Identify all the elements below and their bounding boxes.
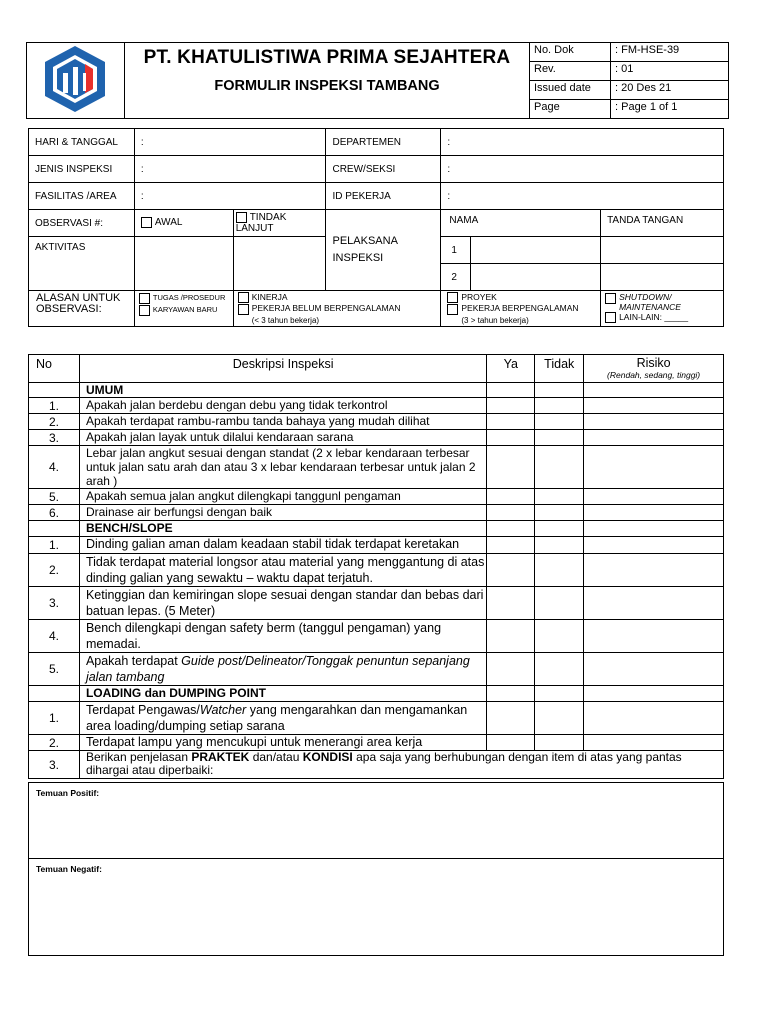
ya-cell[interactable] [487, 620, 535, 653]
row-desc: Apakah semua jalan angkut dilengkapi tanggunl pengaman [79, 489, 486, 505]
aktivitas-label: AKTIVITAS [29, 237, 135, 291]
awal-label: AWAL [154, 217, 183, 229]
jenis-label: JENIS INSPEKSI [29, 156, 135, 183]
row-no: 3. [29, 587, 80, 620]
pelaksana-row-2-nama[interactable] [471, 264, 601, 291]
awal-checkbox[interactable] [141, 217, 152, 228]
ya-cell[interactable] [487, 537, 535, 554]
kinerja-option[interactable] [238, 292, 441, 303]
ya-cell[interactable] [487, 554, 535, 587]
risiko-cell[interactable] [584, 505, 724, 521]
lain-checkbox[interactable] [605, 312, 616, 323]
ya-cell[interactable] [487, 446, 535, 489]
section-bench: BENCH/SLOPE [79, 521, 486, 537]
col-header-desc: Deskripsi Inspeksi [79, 355, 486, 383]
awal-option[interactable] [134, 210, 233, 237]
tidak-cell[interactable] [535, 537, 584, 554]
section-umum: UMUM [79, 383, 486, 398]
hari-input[interactable]: : [134, 129, 326, 156]
ya-cell[interactable] [487, 702, 535, 735]
ya-cell[interactable] [487, 489, 535, 505]
info-table [28, 128, 724, 327]
row-desc-part: Apakah terdapat [85, 654, 182, 668]
col-header-tidak: Tidak [535, 355, 584, 383]
meta-key: No. Dok [530, 43, 611, 62]
berpeng-option[interactable] [447, 303, 600, 314]
risiko-cell[interactable] [584, 735, 724, 751]
row-desc: Ketinggian dan kemiringan slope sesuai dengan standar dan bebas dari batuan lepas. (5 Meter) [79, 587, 486, 620]
risiko-note: (Rendah, sedang, tinggi) [607, 370, 701, 380]
pelaksana-label: PELAKSANA INSPEKSI [326, 210, 441, 291]
col-header-ya: Ya [487, 355, 535, 383]
row-desc-part: yang mengarahkan dan mengamankan area loading/dumping setiap sarana [85, 703, 468, 733]
shutdown-option[interactable] [605, 292, 723, 312]
row-no: 1. [29, 537, 80, 554]
tidak-cell[interactable] [535, 620, 584, 653]
checklist-table [28, 354, 724, 779]
tidak-cell[interactable] [535, 414, 584, 430]
row-no: 5. [29, 489, 80, 505]
tidak-cell[interactable] [535, 430, 584, 446]
karyawan-label: KARYAWAN BARU [152, 305, 218, 314]
alasan-col-2 [233, 291, 441, 327]
tugas-label: TUGAS /PROSEDUR [152, 293, 226, 302]
bench-rows [29, 537, 724, 686]
tidak-cell[interactable] [535, 489, 584, 505]
company-logo [27, 43, 123, 113]
row-desc: Apakah jalan berdebu dengan debu yang tidak terkontrol [79, 398, 486, 414]
meta-key: Rev. [530, 62, 611, 81]
risiko-cell[interactable] [584, 398, 724, 414]
ya-cell[interactable] [487, 587, 535, 620]
risiko-cell[interactable] [584, 653, 724, 686]
aktivitas-input-2[interactable] [233, 237, 326, 291]
belum-option[interactable] [238, 303, 441, 314]
row-no: 6. [29, 505, 80, 521]
ya-cell[interactable] [487, 430, 535, 446]
findings-table [28, 782, 724, 956]
kinerja-label: KINERJA [251, 292, 288, 302]
row-no: 3. [29, 430, 80, 446]
berpeng-label: PEKERJA BERPENGALAMAN [461, 303, 579, 314]
tanda-header: TANDA TANGAN [601, 210, 724, 237]
departemen-input[interactable]: : [441, 129, 724, 156]
ya-cell[interactable] [487, 735, 535, 751]
row-desc [79, 653, 486, 686]
jenis-input[interactable]: : [134, 156, 326, 183]
nama-header: NAMA [441, 210, 601, 237]
logo-cell [27, 43, 125, 119]
ya-cell[interactable] [487, 505, 535, 521]
row-no: 2. [29, 554, 80, 587]
row-no: 5. [29, 653, 80, 686]
proyek-checkbox[interactable] [447, 292, 458, 303]
risiko-title: Risiko [636, 356, 671, 370]
title-cell [125, 43, 530, 119]
document-header [26, 42, 729, 119]
row-no: 3. [29, 751, 80, 779]
row-no: 1. [29, 702, 80, 735]
tidak-cell[interactable] [535, 398, 584, 414]
row-desc: Tidak terdapat material longsor atau material yang menggantung di atas dinding galian yang sewaktu – waktu dapat terjatuh. [79, 554, 486, 587]
tidak-cell[interactable] [535, 735, 584, 751]
tidak-cell[interactable] [535, 505, 584, 521]
tindak-checkbox[interactable] [236, 212, 247, 223]
row-desc-part: apa saja yang berhubungan dengan item di atas yang pantas dihargai atau diperbaiki: [85, 750, 682, 777]
risiko-cell[interactable] [584, 587, 724, 620]
fasilitas-label: FASILITAS /AREA [29, 183, 135, 210]
temuan-positif-label: Temuan Positif: [36, 788, 100, 798]
idpekerja-input[interactable]: : [441, 183, 724, 210]
row-desc-part: dan/atau [249, 750, 303, 764]
proyek-option[interactable] [447, 292, 600, 303]
pelaksana-row-1-nama[interactable] [471, 237, 601, 264]
row-desc-part: Berikan penjelasan [85, 750, 192, 764]
risiko-cell[interactable] [584, 702, 724, 735]
form-title: FORMULIR INSPEKSI TAMBANG [214, 78, 440, 94]
row-desc: Apakah terdapat rambu-rambu tanda bahaya yang mudah dilihat [79, 414, 486, 430]
meta-value: : 20 Des 21 [611, 81, 729, 100]
shutdown-label: SHUTDOWN/ MAINTENANCE [619, 292, 681, 312]
row-desc: Terdapat lampu yang mencukupi untuk menerangi area kerja [79, 735, 486, 751]
observasi-label: OBSERVASI #: [29, 210, 135, 237]
section-loading: LOADING dan DUMPING POINT [79, 686, 486, 702]
belum-note: (< 3 tahun bekerja) [251, 315, 320, 325]
proyek-label: PROYEK [461, 292, 497, 302]
row-desc-bold: KONDISI [302, 750, 353, 764]
row-desc-part: Terdapat Pengawas/ [85, 703, 200, 717]
col-header-no: No [29, 355, 80, 383]
tidak-cell[interactable] [535, 554, 584, 587]
row-no: 2. [29, 735, 80, 751]
belum-checkbox[interactable] [238, 304, 249, 315]
lain-label: LAIN-LAIN: _____ [619, 312, 689, 322]
tindak-option[interactable] [233, 210, 326, 237]
pelaksana-row-2-tanda[interactable] [601, 264, 724, 291]
alasan-col-4 [601, 291, 724, 327]
row-no: 4. [29, 446, 80, 489]
alasan-col-3 [441, 291, 601, 327]
crew-input[interactable]: : [441, 156, 724, 183]
row-desc-italic: Watcher [199, 703, 247, 717]
row-no: 4. [29, 620, 80, 653]
karyawan-option[interactable] [139, 304, 233, 316]
berpeng-note: (3 > tahun bekerja) [461, 315, 529, 325]
belum-label: PEKERJA BELUM BERPENGALAMAN [251, 303, 401, 314]
row-desc-italic: Guide post/Delineator/Tonggak penuntun sepanjang jalan tambang [85, 654, 470, 684]
risiko-cell[interactable] [584, 446, 724, 489]
row-no: 2. [29, 414, 80, 430]
tindak-label: TINDAK LANJUT [235, 212, 287, 235]
meta-key: Page [530, 100, 611, 119]
temuan-negatif-label: Temuan Negatif: [36, 864, 102, 874]
row-desc: Apakah jalan layak untuk dilalui kendaraan sarana [79, 430, 486, 446]
ya-cell[interactable] [487, 653, 535, 686]
temuan-negatif[interactable] [29, 859, 724, 956]
pelaksana-row-2-no: 2 [441, 264, 471, 291]
aktivitas-input[interactable] [134, 237, 233, 291]
row-no: 1. [29, 398, 80, 414]
berpeng-checkbox[interactable] [447, 304, 458, 315]
departemen-label: DEPARTEMEN [326, 129, 441, 156]
idpekerja-label: ID PEKERJA [326, 183, 441, 210]
tugas-checkbox[interactable] [139, 293, 150, 304]
alasan-label: ALASAN UNTUK OBSERVASI: [29, 291, 135, 327]
pelaksana-row-1-no: 1 [441, 237, 471, 264]
row-desc: Lebar jalan angkut sesuai dengan standat (2 x lebar kendaraan terbesar untuk jalan satu arah dan atau 3 x lebar kendaraan terbesar untuk jalan 2 arah ) [79, 446, 486, 489]
ya-cell[interactable] [487, 414, 535, 430]
hari-label: HARI & TANGGAL [29, 129, 135, 156]
risiko-cell[interactable] [584, 430, 724, 446]
row-desc: Bench dilengkapi dengan safety berm (tanggul pengaman) yang memadai. [79, 620, 486, 653]
pelaksana-row-1-tanda[interactable] [601, 237, 724, 264]
risiko-cell[interactable] [584, 554, 724, 587]
tidak-cell[interactable] [535, 587, 584, 620]
meta-value: : FM-HSE-39 [611, 43, 729, 62]
fasilitas-input[interactable]: : [134, 183, 326, 210]
alasan-col-1 [134, 291, 233, 327]
temuan-positif[interactable] [29, 783, 724, 859]
col-header-risiko [584, 355, 724, 383]
risiko-cell[interactable] [584, 414, 724, 430]
lain-option[interactable] [605, 312, 723, 323]
karyawan-checkbox[interactable] [139, 305, 150, 316]
risiko-cell[interactable] [584, 489, 724, 505]
row-desc [79, 751, 723, 779]
risiko-cell[interactable] [584, 620, 724, 653]
kinerja-checkbox[interactable] [238, 292, 249, 303]
crew-label: CREW/SEKSI [326, 156, 441, 183]
tidak-cell[interactable] [535, 653, 584, 686]
meta-key: Issued date [530, 81, 611, 100]
row-desc [79, 702, 486, 735]
company-name: PT. KHATULISTIWA PRIMA SEJAHTERA [143, 47, 511, 68]
row-desc: Dinding galian aman dalam keadaan stabil tidak terdapat keretakan [79, 537, 486, 554]
shutdown-checkbox[interactable] [605, 293, 616, 304]
meta-value: : Page 1 of 1 [611, 100, 729, 119]
tugas-option[interactable] [139, 292, 233, 304]
ya-cell[interactable] [487, 398, 535, 414]
umum-rows [29, 398, 724, 521]
tidak-cell[interactable] [535, 446, 584, 489]
risiko-cell[interactable] [584, 537, 724, 554]
tidak-cell[interactable] [535, 702, 584, 735]
meta-value: : 01 [611, 62, 729, 81]
row-desc-bold: PRAKTEK [191, 750, 250, 764]
row-desc: Drainase air berfungsi dengan baik [79, 505, 486, 521]
